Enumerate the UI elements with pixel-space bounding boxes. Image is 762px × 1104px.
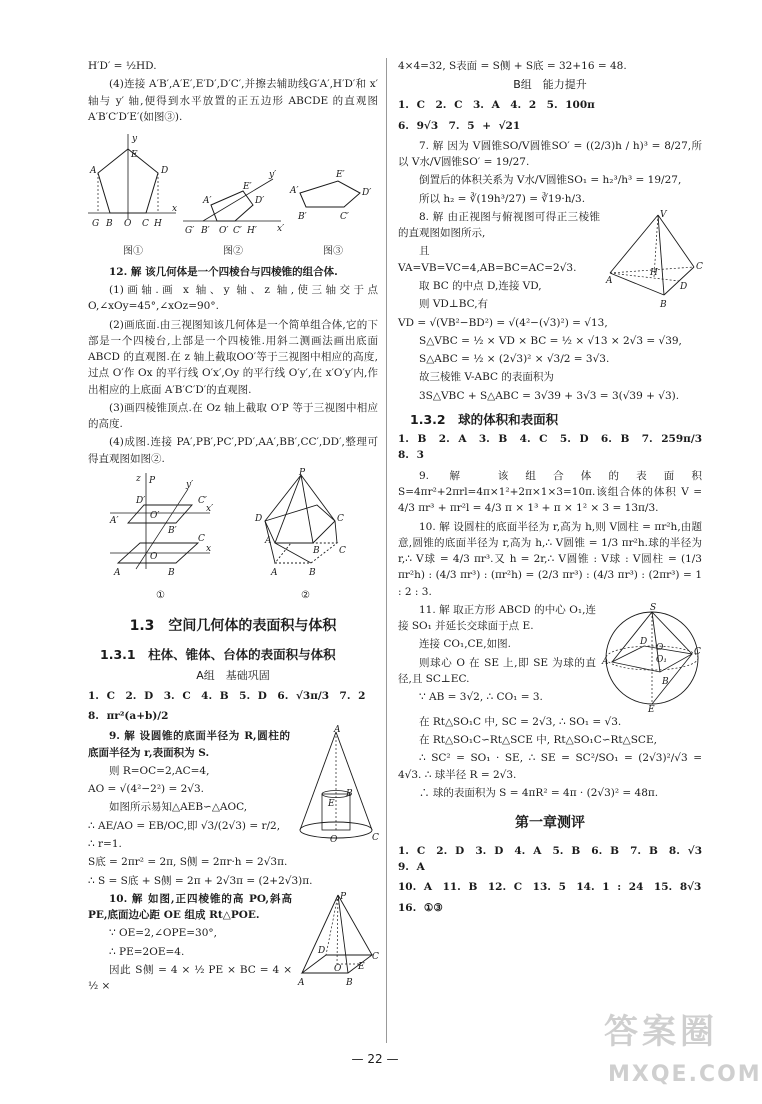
equation-line: S△VBC = ½ × VD × BC = ½ × √13 × 2√3 = √39, xyxy=(419,334,682,347)
answer-line: 1. B 2. A 3. B 4. C 5. D 6. B 7. 259π/3 8. 3 xyxy=(398,433,713,462)
svg-text:P: P xyxy=(298,468,305,479)
page-number: — 22 — xyxy=(351,1052,399,1066)
solution-text: 9. 解 设圆锥的底面半径为 R,圆柱的底面半径为 r,表面积为 S. xyxy=(88,730,290,759)
paragraph: 在 Rt△SO₁C 中, SC = 2√3, ∴ SO₁ = √3. xyxy=(419,715,622,728)
svg-text:O: O xyxy=(334,963,342,974)
answer-line: 1. C 2. C 3. A 4. 2 5. 100π xyxy=(398,99,595,112)
group-title: B组 能力提升 xyxy=(513,78,587,92)
column-divider xyxy=(386,58,387,1043)
svg-text:D′: D′ xyxy=(255,196,265,207)
paragraph: 则 R=OC=2,AC=4, xyxy=(109,764,210,777)
paragraph: (2)画底面.由三视图知该几何体是一个简单组合体,它的下部是一个四棱台,上部是一个四棱锥.用斜二测画法画出底面 ABCD 的直观图.在 z 轴上截取OO′等于三视图中相应的高度,过点 O′作 Ox 的平行线 O′x′,Oy 的平行线 O′y′,在 x′O′y′内,作出相应的上底面 A′B′C′D′的直观图. xyxy=(88,318,378,396)
equation-line: AO = √(4²−2²) = 2√3. xyxy=(88,783,204,796)
svg-text:C: C xyxy=(336,514,344,525)
svg-text:A′: A′ xyxy=(203,196,212,207)
figure-triangular-pyramid xyxy=(606,209,702,309)
paragraph: 连接 CO₁,CE,如图. xyxy=(419,638,511,651)
text-line: H′D′ = ½HD. xyxy=(88,60,157,72)
svg-text:D: D xyxy=(318,945,326,956)
figure-cone-cylinder xyxy=(296,725,379,846)
figure-sphere-pyramid xyxy=(602,602,702,714)
svg-text:D: D xyxy=(254,514,262,525)
answer-line: 1. C 2. D 3. C 4. B 5. D 6. √3π/3 7. 2 xyxy=(88,689,366,702)
svg-text:C: C xyxy=(372,951,379,962)
svg-text:C′: C′ xyxy=(340,212,349,223)
svg-text:B′: B′ xyxy=(298,212,307,223)
paragraph: ∵ AB = 3√2, ∴ CO₁ = 3. xyxy=(419,691,543,704)
figure-1 xyxy=(88,129,178,260)
svg-text:x′: x′ xyxy=(277,224,285,235)
paragraph: (4)连接 A′B′,A′E′,E′D′,D′C′,并擦去辅助线G′A′,H′D′和 x′ 轴与 y′ 轴,便得到水平放置的正五边形 ABCDE 的直观图 A′B′C′D′E′(如图③). xyxy=(88,78,378,123)
svg-text:C: C xyxy=(696,261,703,272)
paragraph: ∴ 球的表面积为 S = 4πR² = 4π · (2√3)² = 48π. xyxy=(419,786,659,799)
equation-line: 3S△VBC + S△ABC = 3√39 + 3√3 = 3(√39 + √3). xyxy=(419,389,680,402)
svg-text:E: E xyxy=(358,961,365,972)
svg-text:x: x xyxy=(172,204,178,215)
svg-text:E′: E′ xyxy=(243,182,252,193)
svg-text:O: O xyxy=(656,642,664,653)
svg-text:x′: x′ xyxy=(205,504,213,515)
paragraph: 则球心 O 在 SE 上,即 SE 为球的直径,且 SC⊥EC. xyxy=(398,656,596,685)
chapter-test-title: 第一章测评 xyxy=(515,815,585,832)
svg-text:O₁: O₁ xyxy=(656,654,667,665)
answer-line: 10. A 11. B 12. C 13. 5 14. 1 : 24 15. 8√3 xyxy=(398,881,702,894)
paragraph: 故三棱锥 V-ABC 的表面积为 xyxy=(419,371,554,384)
svg-text:O′: O′ xyxy=(219,226,229,237)
svg-text:C′: C′ xyxy=(233,226,242,237)
svg-text:H: H xyxy=(154,219,162,230)
svg-text:O: O xyxy=(124,219,132,230)
svg-text:B: B xyxy=(167,568,175,579)
paragraph: 因此 S侧 = 4 × ½ PE × BC = 4 × ½ × xyxy=(88,963,292,993)
svg-text:B: B xyxy=(346,977,353,988)
svg-text:A: A xyxy=(264,536,271,547)
answer-line: 1. C 2. D 3. D 4. A 5. B 6. B 7. B 8. √3 9. A xyxy=(398,844,713,874)
svg-text:A: A xyxy=(90,166,97,177)
svg-text:D: D xyxy=(161,166,169,177)
paragraph: (4)成图.连接 PA′,PB′,PC′,PD′,AA′,BB′,CC′,DD′,整理可得直观图如图②. xyxy=(88,436,378,465)
svg-text:P: P xyxy=(340,891,347,902)
solution-text: 12. 解 该几何体是一个四棱台与四棱锥的组合体. xyxy=(109,265,338,278)
figure-row-pentagon xyxy=(88,129,378,260)
svg-text:H: H xyxy=(650,267,658,278)
svg-text:C: C xyxy=(372,833,379,844)
watermark-logo xyxy=(604,1006,762,1096)
svg-text:G′: G′ xyxy=(185,226,195,237)
svg-text:D: D xyxy=(680,281,688,292)
figure-caption: 图③ xyxy=(323,246,343,258)
svg-text:A: A xyxy=(606,275,613,286)
svg-text:C′: C′ xyxy=(197,496,207,507)
figure-caption: 图② xyxy=(223,246,243,258)
svg-text:B′: B′ xyxy=(167,526,177,537)
svg-text:B: B xyxy=(106,219,113,230)
equation-line: S底 = 2πr² = 2π, S侧 = 2πr·h = 2√3π. xyxy=(88,856,288,869)
paragraph xyxy=(88,264,378,280)
watermark-text: 答案圈 xyxy=(604,1012,718,1052)
answer-line: 6. 9√3 7. 5 + √21 xyxy=(398,119,521,132)
answer-line: 16. ①③ xyxy=(398,901,443,914)
equation-line: S△ABC = ½ × (2√3)² × √3/2 = 3√3. xyxy=(419,353,610,366)
paragraph: 倒置后的体积关系为 V水/V圆锥SO₁ = h₂³/h³ = 19/27, xyxy=(419,174,682,187)
equation-line: ∴ AE/AO = EB/OC,即 √3/(2√3) = r/2, xyxy=(88,819,281,832)
svg-text:x: x xyxy=(205,544,211,555)
svg-text:G: G xyxy=(92,219,100,230)
paragraph xyxy=(398,138,702,171)
svg-text:C: C xyxy=(197,534,205,545)
paragraph: 10. 解 设圆柱的底面半径为 r,高为 h,则 V圆柱 = πr²h,由题意,圆锥的底面半径为 r,高为 h,∴ V圆锥 = 1/3 πr²h.球的半径为 r,∴ V球 = 4/3 πr³.又 h = 2r,∴ V圆锥 : V球 : V圆柱 = (1/3 πr²h) : (4/3 πr³) : (πr²h) = (2/3 πr³) : (4/3 πr³) : (2πr³) = 1 : 2 : 3. xyxy=(398,520,702,598)
svg-text:B: B xyxy=(308,568,316,579)
svg-text:A: A xyxy=(298,977,305,988)
figure-row-frustum xyxy=(88,468,378,604)
svg-text:S: S xyxy=(650,602,657,613)
paragraph: (1)画轴.画 x 轴、y 轴、z 轴,使三轴交于点 O,∠xOy=45°,∠xOz=90°. xyxy=(88,284,378,313)
paragraph: 所以 h₂ = ∛(19h³/27) = ∛19·h/3. xyxy=(419,192,586,205)
svg-text:C: C xyxy=(142,219,149,230)
figure-2 xyxy=(183,159,283,260)
svg-text:y′: y′ xyxy=(185,480,193,491)
figure-caption: 图① xyxy=(123,246,143,258)
section-title: 1.3 空间几何体的表面积与体积 xyxy=(129,617,337,634)
svg-text:H′: H′ xyxy=(247,226,257,237)
svg-text:P: P xyxy=(148,476,155,487)
svg-text:z: z xyxy=(135,474,141,485)
svg-text:E: E xyxy=(131,150,138,161)
paragraph: 9. 解 该组合体的表面积 S=4πr²+2πrl=4π×1²+2π×1×3=10π.该组合体的体积 V = 4/3 πr³ + πr²l = 4/3 π × 1³ + π × 1² × 3 = 13π/3. xyxy=(398,469,702,515)
svg-text:O: O xyxy=(149,552,157,563)
equation-line: ∴ S = S底 + S侧 = 2π + 2√3π = (2+2√3)π. xyxy=(88,874,313,887)
paragraph: 在 Rt△SO₁C∽Rt△SCE 中, Rt△SO₁C∽Rt△SCE, xyxy=(419,734,657,747)
svg-text:O′: O′ xyxy=(149,511,159,522)
svg-text:A′: A′ xyxy=(290,186,299,197)
subsection-title: 1.3.1 柱体、锥体、台体的表面积与体积 xyxy=(100,647,336,663)
paragraph: ∴ PE=2OE=4. xyxy=(109,945,185,958)
paragraph: 且 VA=VB=VC=4,AB=BC=AC=2√3. xyxy=(398,245,577,274)
figure-caption: ① xyxy=(156,590,165,602)
equation-line: VD = √(VB²−BD²) = √(4²−(√3)²) = √13, xyxy=(398,316,608,329)
figure-square-pyramid xyxy=(298,891,378,987)
figure-frustum-pyramid xyxy=(251,468,361,604)
figure-axes-construction xyxy=(106,471,216,604)
svg-text:D: D xyxy=(640,636,648,647)
svg-text:E: E xyxy=(648,704,655,715)
paragraph: ∵ OE=2,∠OPE=30°, xyxy=(109,927,217,940)
paragraph: 11. 解 取正方形 ABCD 的中心 O₁,连接 SO₁ 并延长交球面于点 E. xyxy=(398,603,596,633)
svg-text:B′: B′ xyxy=(201,226,210,237)
solution-text: 10. 解 如图,正四棱锥的高 PO,斜高 PE,底面边心距 OE 组成 Rt△POE. xyxy=(88,892,292,922)
svg-text:y: y xyxy=(132,134,138,145)
equation-line: 4×4=32, S表面 = S侧 + S底 = 32+16 = 48. xyxy=(398,60,627,72)
svg-text:E: E xyxy=(328,799,335,810)
svg-text:C: C xyxy=(338,546,346,557)
paragraph: ∴ SC² = SO₁ · SE, ∴ SE = SC²/SO₁ = (2√3)²/√3 = 4√3. ∴ 球半径 R = 2√3. xyxy=(398,752,702,781)
svg-text:C: C xyxy=(694,646,701,657)
subsection-title: 1.3.2 球的体积和表面积 xyxy=(410,411,559,427)
left-column xyxy=(88,58,378,996)
solution-text: 7. 解 因为 V圆锥SO/V圆锥SO′ = ((2/3)h / h)³ = 8/27,所以 V水/V圆锥SO′ = 19/27. xyxy=(398,139,702,169)
solution-text: 8. 解 由正视图与俯视图可得正三棱锥的直观图如图所示, xyxy=(398,210,600,240)
answer-line: 8. πr²(a+b)/2 xyxy=(88,710,169,723)
svg-text:A: A xyxy=(602,656,609,667)
svg-text:V: V xyxy=(660,209,667,220)
svg-text:B: B xyxy=(346,789,353,800)
figure-3 xyxy=(288,159,378,260)
group-title: A组 基础巩固 xyxy=(196,668,270,682)
svg-text:D′: D′ xyxy=(362,188,372,199)
svg-text:A′: A′ xyxy=(109,516,119,527)
svg-text:D′: D′ xyxy=(135,496,145,507)
svg-text:A: A xyxy=(113,568,120,579)
figure-caption: ② xyxy=(301,590,310,602)
svg-text:B: B xyxy=(662,676,669,687)
svg-text:A: A xyxy=(334,725,341,736)
svg-text:O: O xyxy=(330,835,338,846)
svg-text:B: B xyxy=(660,299,667,310)
right-column xyxy=(398,58,713,920)
paragraph: 则 VD⊥BC,有 xyxy=(419,298,489,311)
svg-text:A: A xyxy=(270,568,277,579)
paragraph: 如图所示易知△AEB∽△AOC, xyxy=(109,801,248,814)
svg-text:y′: y′ xyxy=(269,170,277,181)
paragraph: 取 BC 的中点 D,连接 VD, xyxy=(419,279,542,292)
svg-text:E′: E′ xyxy=(336,170,345,181)
watermark-text: MXQE.COM xyxy=(608,1062,762,1087)
equation-line: ∴ r=1. xyxy=(88,838,122,851)
svg-text:B: B xyxy=(312,546,320,557)
paragraph: (3)画四棱锥顶点.在 Oz 轴上截取 O′P 等于三视图中相应的高度. xyxy=(88,401,378,431)
